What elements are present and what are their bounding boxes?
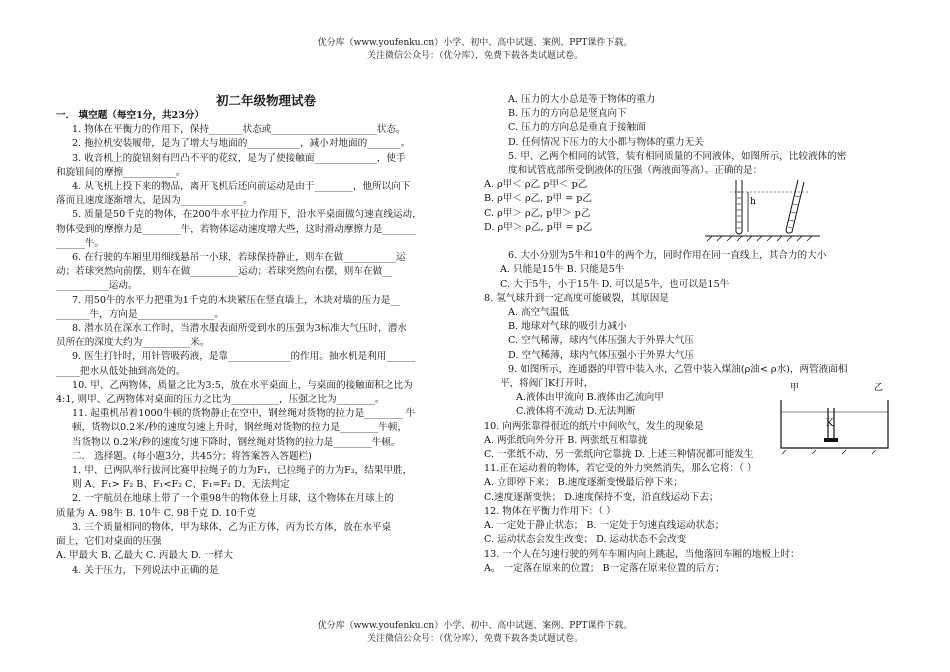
question-line: 3. 收音机上的旋钮刻有凹凸不平的花纹，是为了使接触面_____________，使手 xyxy=(72,152,406,164)
question-line: C. ρ甲＞ ρ乙, p甲＞ p乙 xyxy=(484,207,591,219)
exam-title: 初二年级物理试卷 xyxy=(215,93,316,108)
vessel-label-right: 乙 xyxy=(874,383,884,393)
footer-line-1: 优分库（www.youfenku.cn）小学、初中、高中试题、案例、PPT课件下载。 xyxy=(317,621,633,631)
question-line: A. ρ甲＜ ρ乙 p甲＜ p乙 xyxy=(484,179,588,191)
question-line: 10. 甲、乙两物体，质量之比为3:5，放在水平桌面上，与桌面的接触面积之比为 xyxy=(72,379,413,391)
left-column xyxy=(56,93,476,578)
question-line: D. ρ甲＞ ρ乙, p甲 = p乙 xyxy=(484,221,593,233)
question-line: 面上，它们对桌面的压强 xyxy=(56,536,162,548)
question-line: C. 一张纸不动，另一张纸向它靠拢 D. 上述三种情况都可能发生 xyxy=(484,449,754,461)
question-line: D. 任何情况下压力的大小都与物体的重力无关 xyxy=(508,136,704,148)
question-line: A.液体由甲流向 B.液体由乙流向甲 xyxy=(516,392,664,404)
question-line: 9. 如图所示，连通器的甲管中装入水，乙管中装入煤油(ρ油< ρ水)，两管液面相 xyxy=(508,363,848,375)
question-line: C. 大于5牛，小于15牛 D. 可以是5牛，也可以是15牛 xyxy=(500,278,730,290)
question-line: 4. 从飞机上投下来的物品，离开飞机后还向前运动是由于________，他所以向下 xyxy=(72,181,411,193)
connected-vessel-figure xyxy=(776,378,896,458)
left-question-list xyxy=(56,109,476,578)
question-line: A. 甲最大 B. 乙最大 C. 丙最大 D. 一样大 xyxy=(56,550,233,562)
question-line: 13. 一个人在匀速行驶的列车车厢内向上跳起，当他落回车厢的地板上时： xyxy=(484,548,800,560)
vessel-label-left: 甲 xyxy=(790,383,800,393)
page-footer xyxy=(0,620,950,646)
question-line: 6. 大小分别为5牛和10牛的两个力，同时作用在同一直线上，其合力的大小 xyxy=(508,250,827,262)
question-line: _____把水从低处抽到高处的。 xyxy=(56,365,186,377)
test-tube-figure xyxy=(700,174,825,244)
question-line: 6. 在行驶的车厢里用细线悬吊一小球，若球保持静止，则车在做___________运 xyxy=(72,252,406,264)
question-line: 1. 物体在平衡力的作用下，保持_______状态或______________________状态。 xyxy=(72,124,406,136)
question-line: 12. 物体在平衡力作用下：（ ） xyxy=(484,505,616,517)
question-line: 11. 起重机吊着1000牛顿的货物静止在空中，钢丝绳对货物的拉力是________ 牛 xyxy=(72,408,416,420)
question-line: 3. 三个质量相同的物体，甲为球体，乙为正方体，丙为长方体，放在水平桌 xyxy=(72,521,392,533)
question-line: A. 只能是15牛 B. 只能是5牛 xyxy=(500,264,625,276)
question-line: B. ρ甲＜ ρ乙, p甲 = p乙 xyxy=(484,193,592,205)
question-line: 1. 甲、已两队举行拔河比赛甲拉绳子的力为F₁，已拉绳子的力为F₂，结果甲胜， xyxy=(72,465,413,477)
question-line: C. 空气稀薄，球内气体压强大于外界大气压 xyxy=(508,335,694,347)
right-question-list xyxy=(484,93,904,576)
question-line: 二． 选择题。(每小题3分，共45分；将答案答入答题栏) xyxy=(72,450,312,462)
header-line-1: 优分库（www.youfenku.cn）小学、初中、高中试题、案例、PPT课件下载。 xyxy=(317,38,633,48)
question-line: ______牛。 xyxy=(56,237,104,249)
question-line: A. 高空气温低 xyxy=(508,307,569,319)
page-header xyxy=(0,37,950,63)
question-line: A. 一定处于静止状态； B. 一定处于匀速直线运动状态； xyxy=(484,520,725,532)
question-line: 度和试管底部所受倒液体的压强（两液面等高）。正确的是： xyxy=(508,165,763,177)
question-line: D. 空气稀薄，球内气体压强小于外界大气压 xyxy=(508,349,695,361)
question-line: 一． 填空题（每空1分，共23分） xyxy=(56,110,205,121)
question-line: 11.正在运动着的物体，若它受的外力突然消失，那么它将：（ ） xyxy=(484,463,757,475)
question-line: 5. 质量是50千克的物体，在200牛水平拉力作用下，沿水平桌面做匀速直线运动， xyxy=(72,209,422,221)
tube-b xyxy=(786,180,804,233)
question-line: 2. 一宇航员在地球上带了一个重98牛的物体登上月球，这个物体在月球上的 xyxy=(72,493,394,505)
question-line: 质量为 A. 98牛 B. 10牛 C. 98千克 D. 10千克 xyxy=(56,507,257,519)
valve-label: K xyxy=(826,418,834,429)
tube-a xyxy=(736,180,742,234)
question-line: 平，将阀门K打开时， xyxy=(500,378,594,390)
question-line: A。 一定落在原来的位置； B一定落在原来位置的后方； xyxy=(484,562,725,574)
question-line: 10. 向两张靠得很近的纸片中间吹气，发生的现象是 xyxy=(484,420,704,432)
question-line: _______牛，方向是________________。 xyxy=(56,308,224,320)
question-line: 顿，货物以0.2米/秒的速度匀速上升时，钢丝绳对货物的拉力是________牛顿， xyxy=(72,422,408,434)
footer-line-2: 关注微信公众号：（优分库），免费下载各类试题试卷。 xyxy=(366,634,583,644)
question-line: 当货物以 0.2米/秒的速度匀速下降时，钢丝绳对货物的拉力是________牛顿。 xyxy=(72,436,401,448)
header-line-2: 关注微信公众号：（优分库），免费下载各类试题试卷。 xyxy=(366,51,583,61)
question-line: 动；若球突然向前摆，则车在做__________运动；若球突然向右摆，则车在做__ xyxy=(56,266,392,278)
question-line: 4. 关于压力，下列说法中正确的是 xyxy=(72,564,219,576)
question-line: 2. 拖拉机安装履带，是为了增大与地面的___________，减小对地面的_______。 xyxy=(72,138,411,150)
question-line: 7. 用50牛的水平力把重为1千克的木块紧压在竖直墙上，木块对墙的压力是__ xyxy=(72,294,400,306)
question-line: C. 压力的方向总是垂直于接触面 xyxy=(508,122,646,134)
question-line: 4:1, 则甲、乙两物体对桌面的压力之比为__________，压强之比为________。 xyxy=(56,394,385,406)
question-line: A. 立即停下来； B.速度逐渐变慢最后停下来； xyxy=(484,477,683,489)
question-line: 8. 氢气球升到一定高度可能破裂，其原因是 xyxy=(484,292,669,304)
tube-a-liquid xyxy=(737,192,741,228)
question-line: C.速度逐渐变快； D.速度保持不变，沿直线运动下去； xyxy=(484,491,719,503)
question-line: 物体受到的摩擦力是________牛，若物体运动速度增大些，这时滑动摩擦力是_______ xyxy=(56,223,416,235)
question-line: 8. 潜水员在深水工作时，当潜水服表面所受到水的压强为3标准大气压时，潜水 xyxy=(72,323,407,335)
question-line: B. 地球对气球的吸引力减小 xyxy=(508,321,627,333)
question-line: 和旋钮间的摩擦___________。 xyxy=(56,166,186,178)
question-line: 9. 医生打针时，用针管吸药液，是靠_____________的作用。抽水机是利用______ xyxy=(72,351,416,363)
height-label: h xyxy=(750,197,756,207)
question-line xyxy=(484,235,904,249)
ground-hatching xyxy=(707,236,812,241)
question-line: A. 压力的大小总是等于物体的重力 xyxy=(508,94,656,105)
question-line: C. 运动状态会发生改变； D. 运动状态不会改变 xyxy=(484,534,687,546)
question-line: A. 两张纸向外分开 B. 两张纸互相靠拢 xyxy=(484,434,648,446)
question-line: 5. 甲、乙两个相同的试管，装有相同质量的不同液体，如图所示，比较液体的密 xyxy=(508,150,847,162)
question-line: 员所在的深度大约为__________米。 xyxy=(56,337,210,349)
valve-k xyxy=(824,438,838,442)
question-line: 落而且速度逐渐增大，是因为_____________。 xyxy=(56,195,253,207)
question-line: B. 压力的方向总是竖直向下 xyxy=(508,108,627,120)
question-line: ___________运动。 xyxy=(56,280,138,292)
question-line: C.液体将不流动 D.无法判断 xyxy=(516,406,636,418)
question-line: 则 A、F₁> F₂ B、F₁<F₂ C、F₁=F₂ D、无法判定 xyxy=(72,479,290,491)
right-column xyxy=(484,93,904,576)
